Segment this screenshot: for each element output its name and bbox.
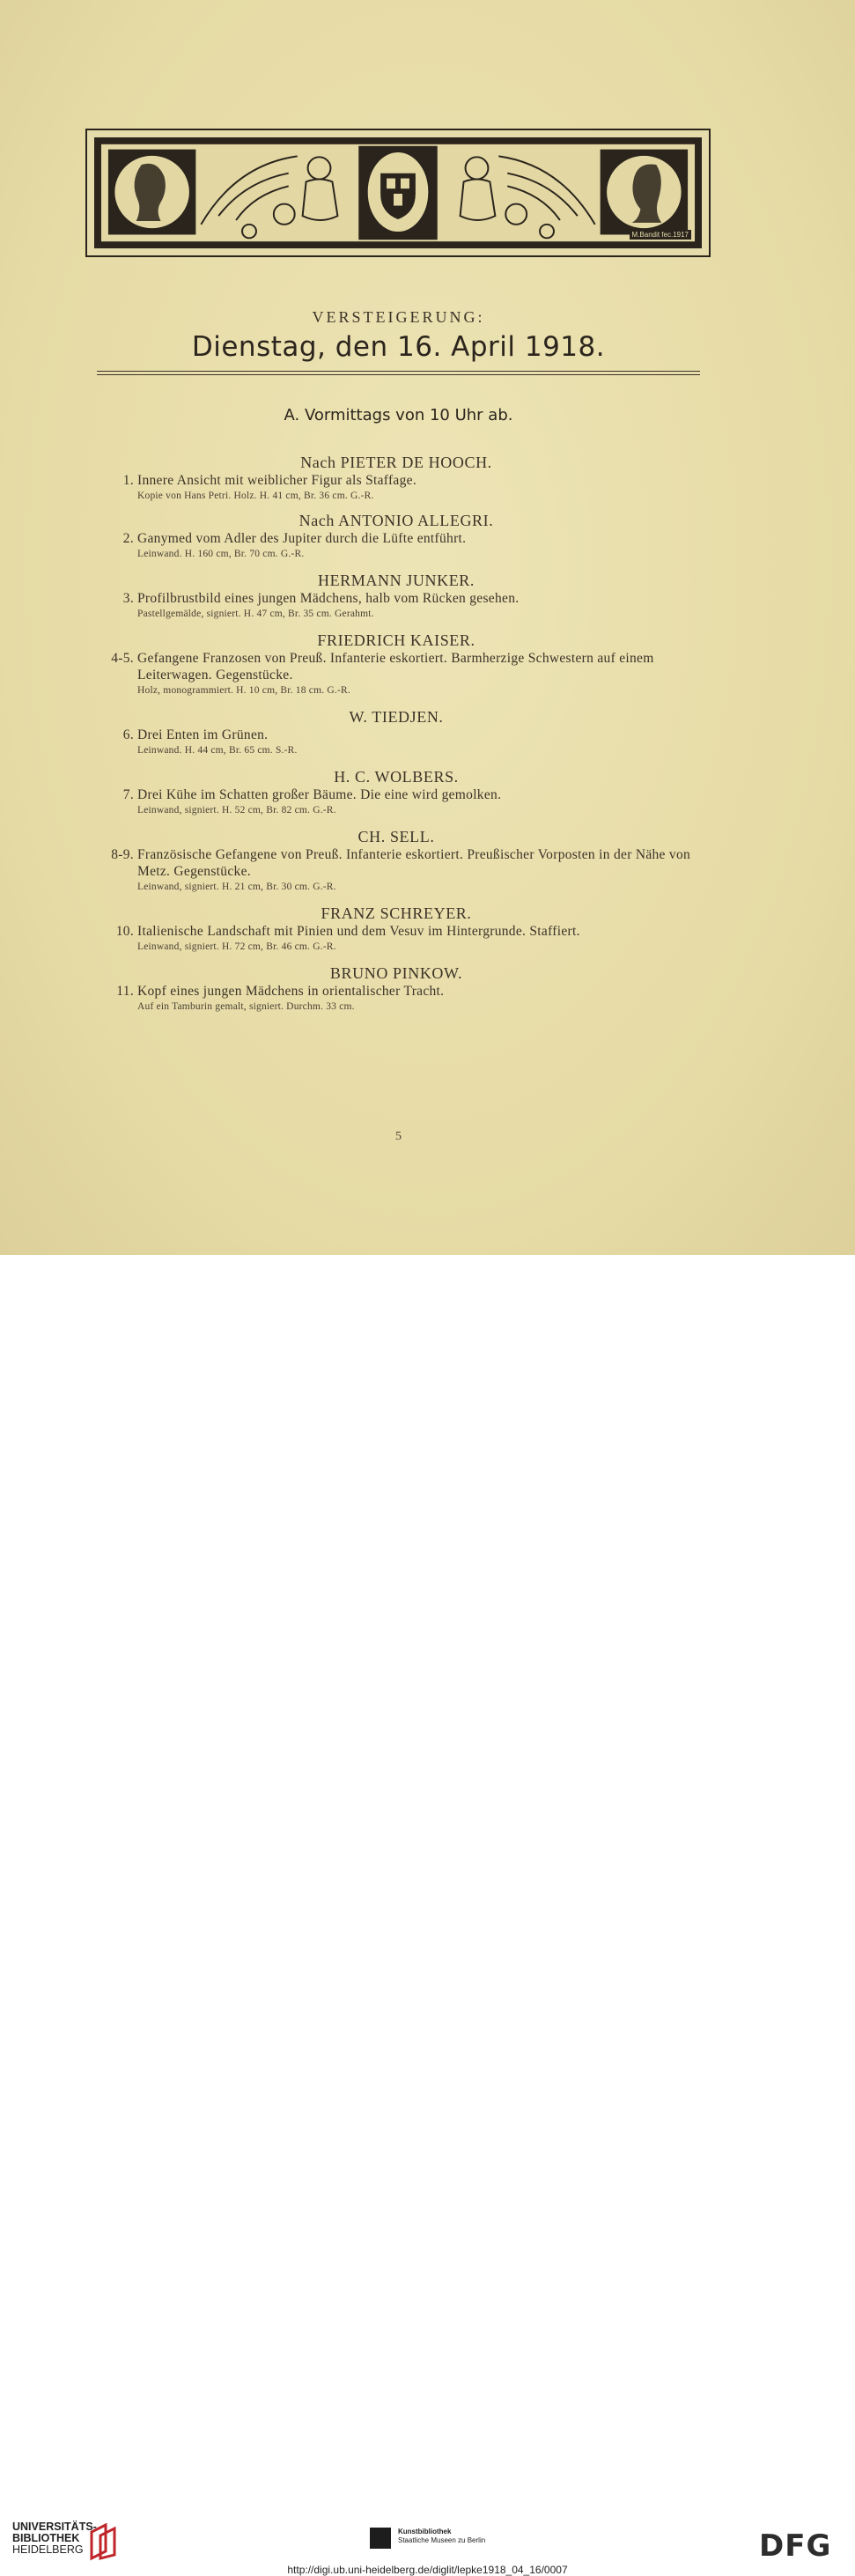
lot-number: 1. [122,473,134,488]
lot-number: 11. [116,984,134,999]
university-library-logo-icon[interactable] [88,2523,120,2562]
auction-date: Dienstag, den 16. April 1918. [191,331,606,363]
library-name-line: UNIVERSITÄTS- [12,2521,97,2533]
lot-artist: FRIEDRICH KAISER. [317,631,475,649]
lot-detail: Leinwand, signiert. H. 52 cm, Br. 82 cm. G.-R. [137,805,336,816]
banner-signature: M.Bandit fec.1917 [630,230,691,240]
lot-number: 8-9. [111,847,134,862]
lot-entry [97,454,704,503]
lot-entry [97,512,704,561]
lot-entry [97,964,704,1014]
title-rule-thin [97,374,700,375]
lot-title: Italienische Landschaft mit Pinien und dem Vesuv im Hintergrunde. Staffiert. [137,924,580,939]
lot-entry [97,572,704,621]
banner-frame [94,137,702,248]
lot-title: Kopf eines jungen Mädchens in orientalischer Tracht. [137,984,445,999]
lot-detail: Leinwand. H. 44 cm, Br. 65 cm. S.-R. [137,745,298,756]
section-heading: A. Vormittags von 10 Uhr ab. [284,406,513,424]
lot-entry [97,768,704,817]
lot-number: 10. [115,924,134,939]
lot-title: Drei Kühe im Schatten großer Bäume. Die eine wird gemolken. [137,787,502,802]
library-name[interactable] [12,2521,97,2556]
page-number: 5 [395,1130,402,1143]
title-rule-thick [97,371,700,372]
lot-detail: Holz, monogrammiert. H. 10 cm, Br. 18 cm. G.-R. [137,685,350,696]
kunstbibliothek-name[interactable] [398,2528,485,2545]
library-name-line: HEIDELBERG [12,2543,84,2556]
lot-number: 6. [122,727,134,742]
lot-artist: H. C. WOLBERS. [334,768,459,786]
lot-artist: HERMANN JUNKER. [317,572,475,589]
lot-title: Innere Ansicht mit weiblicher Figur als Staffage. [137,473,417,488]
kunstbibliothek-logo-icon[interactable] [370,2528,391,2549]
lot-number: 3. [122,591,134,606]
lot-entry [97,828,704,894]
lot-artist: CH. SELL. [357,828,435,845]
banner-ornament-illustration [96,139,700,247]
auction-heading: VERSTEIGERUNG: [312,308,485,326]
lot-artist: Nach ANTONIO ALLEGRI. [299,512,494,529]
permalink-url[interactable]: http://digi.ub.uni-heidelberg.de/diglit/lepke1918_04_16/0007 [287,2564,568,2576]
lot-title: Ganymed vom Adler des Jupiter durch die Lüfte entführt. [137,531,467,546]
lot-list [97,454,704,1024]
lot-detail: Pastellgemälde, signiert. H. 47 cm, Br. 35 cm. Gerahmt. [137,609,374,619]
document-page [0,0,855,1255]
lot-artist: FRANZ SCHREYER. [321,904,472,922]
decorative-banner [85,129,711,257]
dfg-logo[interactable]: DFG [759,2528,832,2564]
kb-name-line: Staatliche Museen zu Berlin [398,2536,486,2544]
lot-detail: Kopie von Hans Petri. Holz. H. 41 cm, Br. 36 cm. G.-R. [137,491,374,501]
lot-number: 7. [122,787,134,802]
lot-entry [97,904,704,954]
library-name-line: BIBLIOTHEK [12,2532,80,2544]
lot-title: Drei Enten im Grünen. [137,727,269,742]
lot-detail: Leinwand, signiert. H. 21 cm, Br. 30 cm. G.-R. [137,882,336,892]
lot-number: 2. [122,531,134,546]
lot-title: Gefangene Franzosen von Preuß. Infanterie eskortiert. Barmherzige Schwestern auf einem Leiterwagen. Gegenstücke. [137,651,654,683]
lot-title: Profilbrustbild eines jungen Mädchens, halb vom Rücken gesehen. [137,591,520,606]
lot-title: Französische Gefangene von Preuß. Infanterie eskortiert. Preußischer Vorposten in der Nähe von Metz. Gegenstücke. [137,847,691,879]
kb-name-line: Kunstbibliothek [398,2528,452,2535]
lot-detail: Leinwand. H. 160 cm, Br. 70 cm. G.-R. [137,549,305,559]
viewer-footer [0,1255,855,2576]
lot-artist: BRUNO PINKOW. [329,964,463,982]
lot-entry [97,708,704,757]
lot-number: 4-5. [111,651,134,666]
lot-entry [97,631,704,698]
lot-artist: W. TIEDJEN. [349,708,444,726]
lot-artist: Nach PIETER DE HOOCH. [300,454,492,471]
lot-detail: Auf ein Tamburin gemalt, signiert. Durchm. 33 cm. [137,1001,355,1012]
lot-detail: Leinwand, signiert. H. 72 cm, Br. 46 cm. G.-R. [137,941,336,952]
